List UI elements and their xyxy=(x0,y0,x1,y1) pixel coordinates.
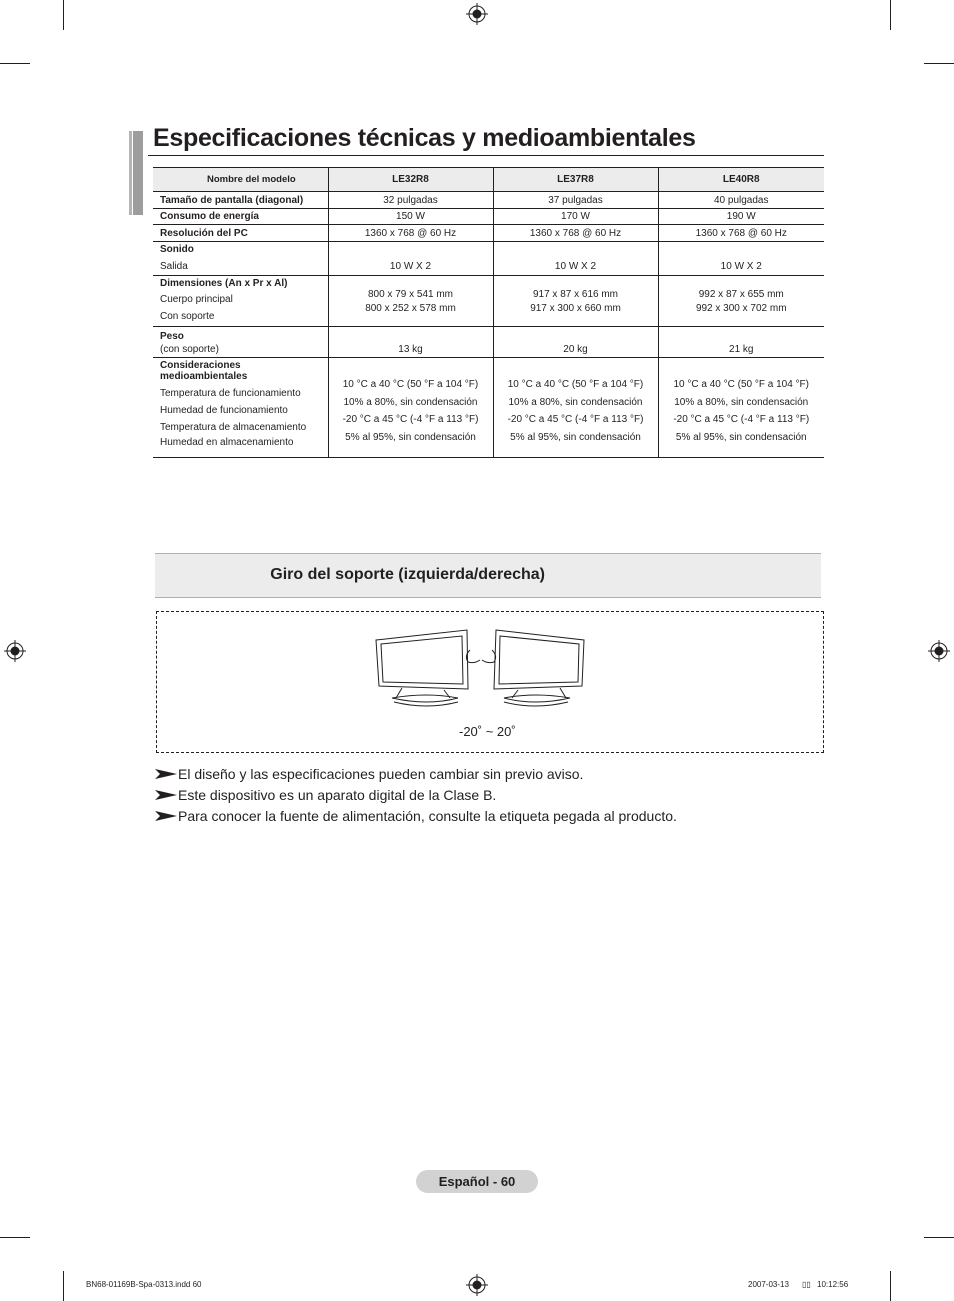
table-cell: 37 pulgadas xyxy=(493,192,658,209)
table-cell: 917 x 87 x 616 mm 917 x 300 x 660 mm xyxy=(493,276,658,327)
table-row xyxy=(153,327,824,358)
table-cell: 190 W xyxy=(658,209,824,225)
footer-time: 10:12:56 xyxy=(817,1280,849,1289)
crop-mark xyxy=(63,1271,64,1301)
row-label: Resolución del PC xyxy=(153,225,328,242)
row-label: Tamaño de pantalla (diagonal) xyxy=(153,192,328,209)
footer-glyph: ▯▯ xyxy=(802,1280,811,1289)
table-cell: 10 °C a 40 °C (50 °F a 104 °F) 10% a 80%, sin condensación -20 °C a 45 °C (-4 °F a 113 °F) 5% al 95%, sin condensación xyxy=(493,358,658,458)
spec-table xyxy=(153,167,824,458)
row-label: Dimensiones (An x Pr x Al) Cuerpo principal Con soporte xyxy=(153,276,328,327)
crop-mark xyxy=(924,63,954,64)
row-label: Peso (con soporte) xyxy=(153,327,328,358)
registration-mark-icon xyxy=(466,3,488,25)
column-header: LE37R8 xyxy=(493,168,658,192)
registration-mark-icon xyxy=(466,1274,488,1296)
table-cell: 800 x 79 x 541 mm 800 x 252 x 578 mm xyxy=(328,276,493,327)
table-row xyxy=(153,192,824,209)
tv-swivel-illustration xyxy=(372,626,590,712)
title-rule xyxy=(148,155,824,156)
title-decoration xyxy=(133,131,143,215)
row-label: Consideraciones medioambientales Temperatura de funcionamiento Humedad de funcionamiento Temperatura de almacenamiento Humedad en almacenamiento xyxy=(153,358,328,458)
arrow-right-icon xyxy=(154,811,178,821)
table-cell: 40 pulgadas xyxy=(658,192,824,209)
table-cell: 1360 x 768 @ 60 Hz xyxy=(328,225,493,242)
table-cell: 13 kg xyxy=(328,327,493,358)
table-cell: 10 W X 2 xyxy=(328,242,493,276)
crop-mark xyxy=(0,63,30,64)
table-row xyxy=(153,358,824,458)
table-header-row xyxy=(153,168,824,192)
list-item: Para conocer la fuente de alimentación, consulte la etiqueta pegada al producto. xyxy=(154,808,677,824)
table-cell: 10 W X 2 xyxy=(658,242,824,276)
registration-mark-icon xyxy=(928,640,950,662)
table-cell: 150 W xyxy=(328,209,493,225)
table-row xyxy=(153,225,824,242)
table-cell: 1360 x 768 @ 60 Hz xyxy=(493,225,658,242)
column-header: LE32R8 xyxy=(328,168,493,192)
table-cell: 10 °C a 40 °C (50 °F a 104 °F) 10% a 80%, sin condensación -20 °C a 45 °C (-4 °F a 113 °F) 5% al 95%, sin condensación xyxy=(328,358,493,458)
crop-mark xyxy=(0,1237,30,1238)
page-title: Especificaciones técnicas y medioambientales xyxy=(153,124,696,152)
table-cell: 1360 x 768 @ 60 Hz xyxy=(658,225,824,242)
registration-mark-icon xyxy=(4,640,26,662)
swivel-range-label: -20˚ ~ 20˚ xyxy=(459,724,516,739)
page-number: Español - 60 xyxy=(416,1170,538,1193)
crop-mark xyxy=(924,1237,954,1238)
arrow-right-icon xyxy=(154,790,178,800)
table-row xyxy=(153,242,824,276)
footer-date: 2007-03-13 xyxy=(748,1280,789,1289)
table-cell: 20 kg xyxy=(493,327,658,358)
table-row xyxy=(153,209,824,225)
table-row xyxy=(153,276,824,327)
footer-file: BN68-01169B-Spa-0313.indd 60 xyxy=(86,1280,202,1289)
table-cell: 10 °C a 40 °C (50 °F a 104 °F) 10% a 80%, sin condensación -20 °C a 45 °C (-4 °F a 113 °F) 5% al 95%, sin condensación xyxy=(658,358,824,458)
crop-mark xyxy=(63,0,64,30)
table-cell: 170 W xyxy=(493,209,658,225)
column-header: Nombre del modelo xyxy=(153,168,328,192)
table-cell: 21 kg xyxy=(658,327,824,358)
list-item: Este dispositivo es un aparato digital de la Clase B. xyxy=(154,787,496,803)
row-label: Consumo de energía xyxy=(153,209,328,225)
row-label: Sonido Salida xyxy=(153,242,328,276)
table-cell: 10 W X 2 xyxy=(493,242,658,276)
crop-mark xyxy=(890,0,891,30)
crop-mark xyxy=(890,1271,891,1301)
table-cell: 32 pulgadas xyxy=(328,192,493,209)
list-item: El diseño y las especificaciones pueden cambiar sin previo aviso. xyxy=(154,766,583,782)
arrow-right-icon xyxy=(154,769,178,779)
table-cell: 992 x 87 x 655 mm 992 x 300 x 702 mm xyxy=(658,276,824,327)
column-header: LE40R8 xyxy=(658,168,824,192)
section-title: Giro del soporte (izquierda/derecha) xyxy=(270,566,545,583)
